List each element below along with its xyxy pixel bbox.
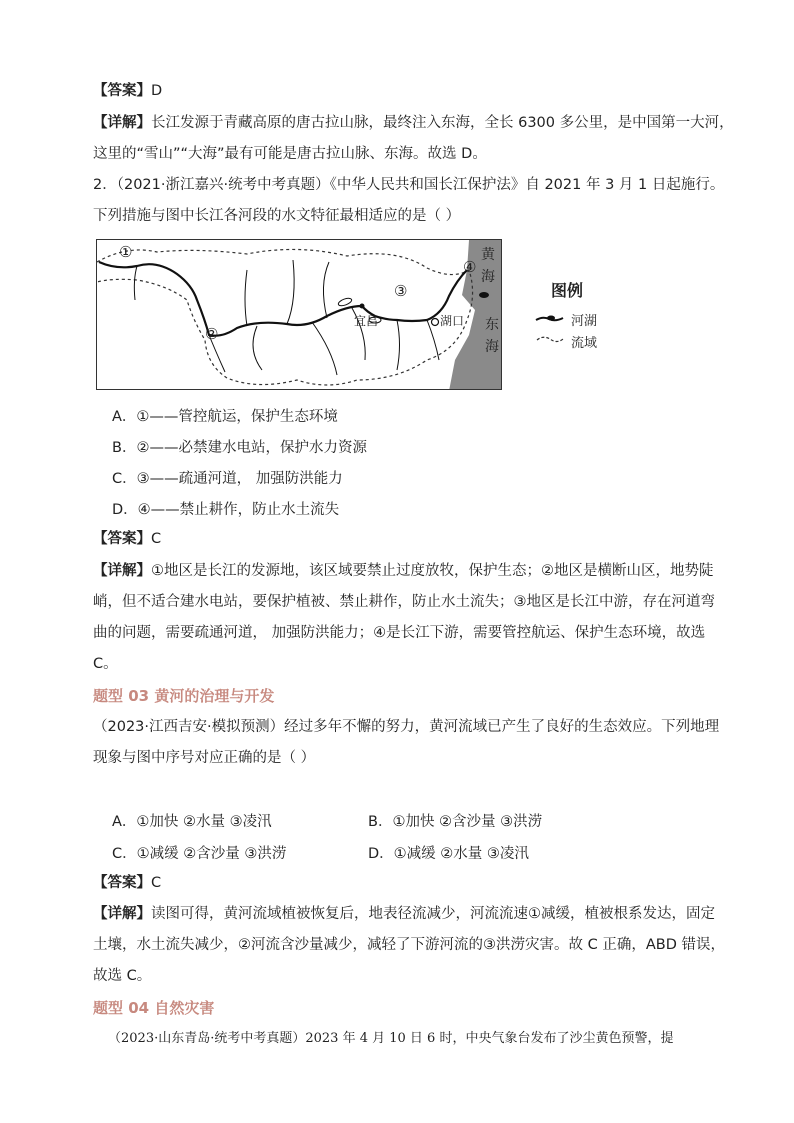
q2-detail-line-3: 曲的问题，需要疏通河道， 加强防洪能力；④是长江下游，需要管控航运、保护生态环境，故选 <box>93 625 706 641</box>
q1-detail-line-1 <box>93 113 734 133</box>
map-label-2: ② <box>205 325 219 343</box>
q3-stem-line-1: （2023·江西吉安·模拟预测）经过多年不懈的努力，黄河流域已产生了良好的生态效应。下列地理 <box>93 719 720 735</box>
q3-answer <box>93 873 161 893</box>
q2-detail-line-2: 峭，但不适合建水电站，要保护植被、禁止耕作，防止水土流失；③地区是长江中游，存在河道弯 <box>93 594 715 610</box>
q3-detail-line-2: 土壤，水土流失减少，②河流含沙量减少，减轻了下游河流的③洪涝灾害。故 C 正确，ABD 错误， <box>93 937 725 953</box>
q1-detail-line-2: 这里的“雪山”“大海”最有可能是唐古拉山脉、东海。故选 D。 <box>93 146 487 162</box>
legend-river-lake: 河湖 <box>571 314 598 329</box>
map-label-1: ① <box>119 243 133 261</box>
answer-value: C <box>151 531 162 547</box>
yangtze-map <box>96 239 502 390</box>
detail-label: 【详解】 <box>93 906 151 922</box>
map-legend <box>535 278 625 358</box>
detail-label: 【详解】 <box>93 563 151 579</box>
q2-option-b: B．②——必禁建水电站，保护水力资源 <box>112 440 367 456</box>
map-label-hukou: 湖口 <box>440 314 465 328</box>
yangtze-main-river <box>99 262 467 336</box>
hukou-marker <box>432 319 439 326</box>
yichang-marker <box>360 304 365 309</box>
answer-value: D <box>151 83 163 99</box>
map-label-4: ④ <box>463 258 477 276</box>
q2-answer <box>93 529 161 549</box>
map-label-3: ③ <box>394 282 408 300</box>
map-label-yichang: 宜昌 <box>354 314 379 328</box>
q3-option-a: A．①加快 ②水量 ③凌汛 <box>112 814 272 830</box>
map-label-dong: 东 <box>485 317 499 333</box>
q3-option-b: B．①加快 ②含沙量 ③洪涝 <box>368 814 543 830</box>
basin-boundary <box>97 249 473 385</box>
answer-value: C <box>151 875 162 891</box>
q2-option-c: C．③——疏通河道， 加强防洪能力 <box>112 471 343 487</box>
q3-detail-line-1 <box>93 904 715 924</box>
map-label-hai-2: 海 <box>485 339 499 355</box>
basin-symbol <box>535 334 565 346</box>
q2-option-a: A．①——管控航运，保护生态环境 <box>112 409 338 425</box>
q2-detail-line-4: C。 <box>93 656 118 672</box>
detail-text: ①地区是长江的发源地，该区域要禁止过度放牧，保护生态；②地区是横断山区，地势陡 <box>151 563 714 579</box>
detail-text: 读图可得，黄河流域植被恢复后，地表径流减少，河流流速①减缓，植被根系发达，固定 <box>151 906 715 922</box>
q2-option-d: D．④——禁止耕作，防止水土流失 <box>112 502 340 518</box>
q3-detail-line-3: 故选 C。 <box>93 968 152 984</box>
answer-label: 【答案】 <box>93 875 151 891</box>
answer-label: 【答案】 <box>93 83 151 99</box>
q4-stem-line-1: （2023·山东青岛·统考中考真题）2023 年 4 月 10 日 6 时，中央气象台发布了沙尘黄色预警，提 <box>108 1031 674 1046</box>
answer-label: 【答案】 <box>93 531 151 547</box>
legend-title: 图例 <box>551 281 584 300</box>
q2-stem-line-1: 2．（2021·浙江嘉兴·统考中考真题）《中华人民共和国长江保护法》自 2021 年 3 月 1 日起施行。 <box>93 177 725 193</box>
q2-detail-line-1 <box>93 561 714 581</box>
map-label-huang: 黄 <box>481 247 495 263</box>
q3-stem-line-2: 现象与图中序号对应正确的是（ ） <box>93 750 316 766</box>
legend-basin: 流域 <box>571 336 598 351</box>
q3-option-d: D．①减缓 ②水量 ③凌汛 <box>368 846 529 862</box>
detail-text: 长江发源于青藏高原的唐古拉山脉，最终注入东海，全长 6300 多公里，是中国第一大河， <box>151 115 734 131</box>
detail-label: 【详解】 <box>93 115 151 131</box>
section-03-title: 题型 03 黄河的治理与开发 <box>93 687 275 705</box>
river-lake-symbol <box>535 312 565 324</box>
section-04-title: 题型 04 自然灾害 <box>93 999 215 1017</box>
map-label-hai-1: 海 <box>481 269 495 285</box>
q1-answer <box>93 81 162 101</box>
q2-stem-line-2: 下列措施与图中长江各河段的水文特征最相适应的是（ ） <box>93 208 461 224</box>
q3-option-c: C．①减缓 ②含沙量 ③洪涝 <box>112 846 287 862</box>
